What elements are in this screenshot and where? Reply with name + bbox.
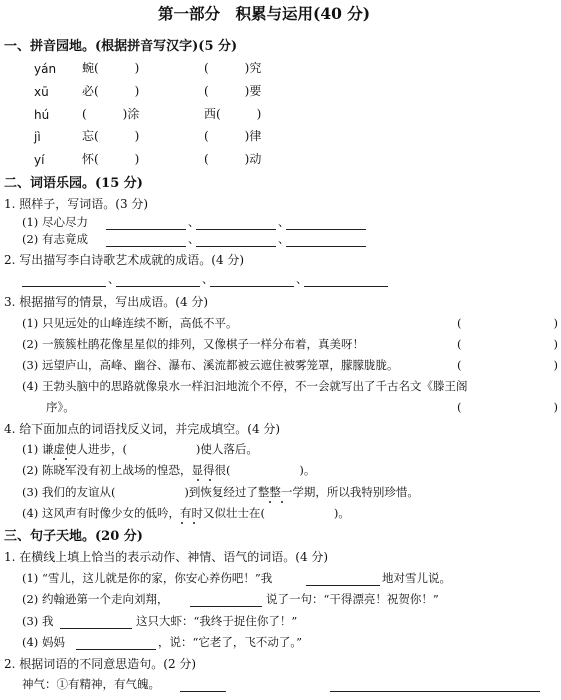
pinyin-answer-field[interactable]: ( )涂: [82, 107, 140, 121]
separator: 、: [278, 215, 290, 229]
antonym-item: (3) 我们的友谊从( )到恢复经过了整整一学期，所以我特别珍惜。: [22, 485, 419, 499]
emphasis-dot: [197, 479, 199, 481]
section-heading-pinyin: 一、拼音园地。(根据拼音写汉字)(5 分): [4, 39, 238, 54]
emphasis-dot: [281, 501, 283, 503]
pinyin-yi: yí: [34, 153, 45, 167]
pinyin-hu: hú: [34, 108, 50, 122]
question-3-1: 1. 在横线上填上恰当的表示动作、神情、语气的词语。(4 分): [4, 550, 329, 564]
scene-item-continued: 序》。: [46, 400, 75, 414]
answer-paren[interactable]: ( ): [457, 358, 558, 372]
question-2-4: 4. 给下面加点的词语找反义词，并完成填空。(4 分): [4, 422, 281, 436]
scene-item: (2) 一簇簇杜鹃花像星星似的排列，又像棋子一样分布着，真美呀！: [22, 337, 364, 351]
section-heading-words: 二、词语乐园。(15 分): [4, 176, 143, 191]
pinyin-answer-field[interactable]: 蜿( ): [82, 61, 140, 75]
fill-sentence: 这只大虾：“我终于捉住你了！”: [136, 614, 298, 628]
question-3-2: 2. 根据词语的不同意思造句。(2 分): [4, 657, 197, 671]
answer-line[interactable]: [286, 229, 366, 230]
fill-sentence: (1) “雪儿，这儿就是你的家，你安心养伤吧！”我: [22, 571, 273, 585]
answer-paren[interactable]: ( ): [457, 316, 558, 330]
pinyin-answer-field[interactable]: 西( ): [204, 107, 262, 121]
pinyin-answer-field[interactable]: ( )律: [204, 129, 262, 143]
answer-line[interactable]: [196, 246, 276, 247]
answer-line[interactable]: [76, 649, 156, 650]
answer-line[interactable]: [22, 286, 106, 287]
example-word-2: (2) 有志竟成: [22, 232, 88, 246]
example-word-1: (1) 尽心尽力: [22, 215, 88, 229]
fill-sentence: 说了一句：“干得漂亮！祝贺你！”: [266, 592, 439, 606]
separator: 、: [202, 272, 214, 286]
meaning-item: 神气：①有精神，有气魄。: [22, 677, 160, 691]
emphasis-dot: [181, 522, 183, 524]
answer-line[interactable]: [196, 229, 276, 230]
pinyin-yan: yán: [34, 62, 57, 76]
antonym-item: (4) 这风声有时像少女的低吟，有时又似壮士在( )。: [22, 506, 350, 520]
answer-line[interactable]: [180, 691, 226, 692]
answer-line[interactable]: [116, 286, 200, 287]
fill-sentence: (3) 我: [22, 614, 54, 628]
fill-sentence: (4) 妈妈: [22, 635, 65, 649]
pinyin-xu: xū: [34, 85, 49, 99]
scene-item: (3) 远望庐山，高峰、幽谷、瀑布、溪流都被云遮住被雾笼罩，朦朦胧胧。: [22, 358, 399, 372]
separator: 、: [188, 215, 200, 229]
pinyin-answer-field[interactable]: 忘( ): [82, 129, 140, 143]
pinyin-answer-field[interactable]: 必( ): [82, 84, 140, 98]
answer-paren[interactable]: ( ): [457, 400, 558, 414]
emphasis-dot: [53, 458, 55, 460]
antonym-item: (2) 陈晓军没有初上战场的惶恐，显得很( )。: [22, 463, 316, 477]
fill-sentence: ，说：“它老了，飞不动了。”: [158, 635, 303, 649]
separator: 、: [296, 272, 308, 286]
question-2-1: 1. 照样子，写词语。(3 分): [4, 197, 149, 211]
answer-line[interactable]: [106, 246, 186, 247]
emphasis-dot: [65, 458, 67, 460]
question-2-2: 2. 写出描写李白诗歌艺术成就的成语。(4 分): [4, 253, 245, 267]
answer-paren[interactable]: ( ): [457, 337, 558, 351]
emphasis-dot: [269, 501, 271, 503]
answer-line[interactable]: [330, 691, 540, 692]
fill-sentence: 地对雪儿说。: [382, 571, 451, 585]
pinyin-answer-field[interactable]: ( )要: [204, 84, 262, 98]
pinyin-answer-field[interactable]: ( )究: [204, 61, 262, 75]
scene-item: (1) 只见远处的山峰连续不断，高低不平。: [22, 316, 238, 330]
page-title: 第一部分 积累与运用(40 分): [158, 4, 371, 23]
separator: 、: [108, 272, 120, 286]
answer-line[interactable]: [304, 286, 388, 287]
emphasis-dot: [193, 522, 195, 524]
answer-line[interactable]: [60, 628, 132, 629]
scene-item: (4) 王勃头脑中的思路就像泉水一样汩汩地流个不停，不一会就写出了千古名文《滕王阁: [22, 379, 468, 393]
answer-line[interactable]: [210, 286, 294, 287]
answer-line[interactable]: [306, 585, 380, 586]
question-2-3: 3. 根据描写的情景，写出成语。(4 分): [4, 295, 209, 309]
separator: 、: [278, 232, 290, 246]
antonym-item: (1) 谦虚使人进步，( )使人落后。: [22, 442, 258, 456]
pinyin-answer-field[interactable]: 怀( ): [82, 152, 140, 166]
pinyin-ji: jì: [34, 130, 41, 144]
fill-sentence: (2) 约翰逊第一个走向刘翔，: [22, 592, 169, 606]
section-heading-sentences: 三、句子天地。(20 分): [4, 529, 143, 544]
answer-line[interactable]: [106, 229, 186, 230]
emphasis-dot: [209, 479, 211, 481]
separator: 、: [188, 232, 200, 246]
answer-line[interactable]: [190, 606, 262, 607]
pinyin-answer-field[interactable]: ( )动: [204, 152, 262, 166]
answer-line[interactable]: [286, 246, 366, 247]
